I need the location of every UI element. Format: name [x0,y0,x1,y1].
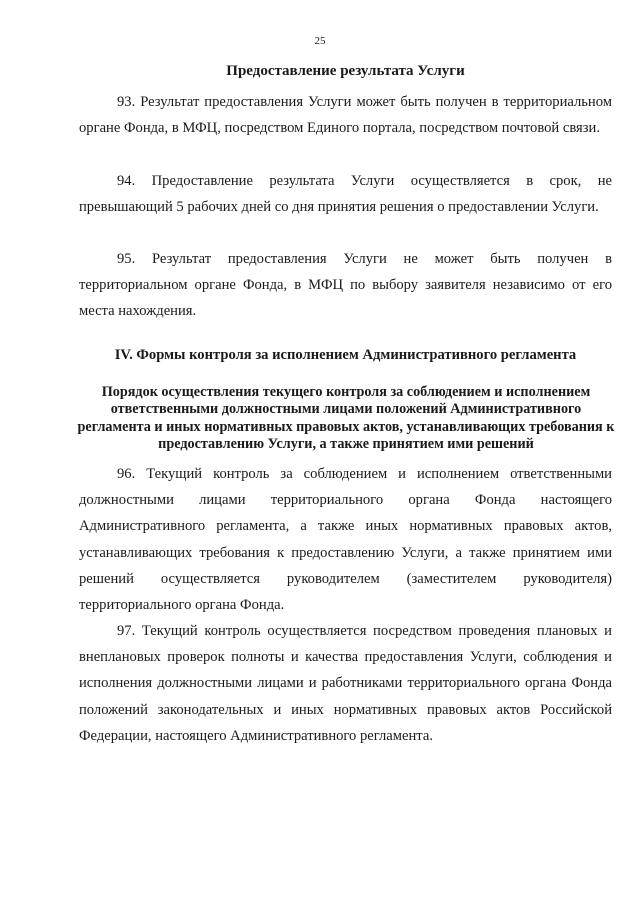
paragraph-97: 97. Текущий контроль осуществляется посредством проведения плановых и внеплановых проверок полноты и качества предоставления Услуги, соблюдения и исполнения должностными лицами и работниками территориального органа Фонда положений законодательных и иных нормативных правовых актов Российской Федерации, настоящего Административного регламента. [79,623,612,744]
paragraph-94: 94. Предоставление результата Услуги осуществляется в срок, не превышающий 5 рабочих дней со дня принятия решения о предоставлении Услуги. [79,173,612,216]
paragraph-95: 95. Результат предоставления Услуги не может быть получен в территориальном органе Фонда, в МФЦ по выбору заявителя независимо от его места нахождения. [79,251,612,320]
chapter-heading: IV. Формы контроля за исполнением Административного регламента [114,347,577,363]
section-heading-result: Предоставление результата Услуги [226,63,465,79]
paragraph-93: 93. Результат предоставления Услуги может быть получен в территориальном органе Фонда, в МФЦ, посредством Единого портала, посредством почтовой связи. [79,94,612,137]
page-number: 25 [314,35,326,47]
paragraph-96: 96. Текущий контроль за соблюдением и исполнением ответственными должностными лицами территориального органа Фонда настоящего Административного регламента, а также иных нормативных правовых актов, устанавливающих требования к предоставлению Услуги, а также принятием ими решений осуществляется руководителем (заместителем руководителя) территориального органа Фонда. [79,466,612,614]
subsection-heading: Порядок осуществления текущего контроля за соблюдением и исполнением ответственными должностными лицами положений Административного регламента и иных нормативных правовых актов, устанавливающих требования к предоставлению Услуги, а также принятием ими решений [77,384,615,453]
